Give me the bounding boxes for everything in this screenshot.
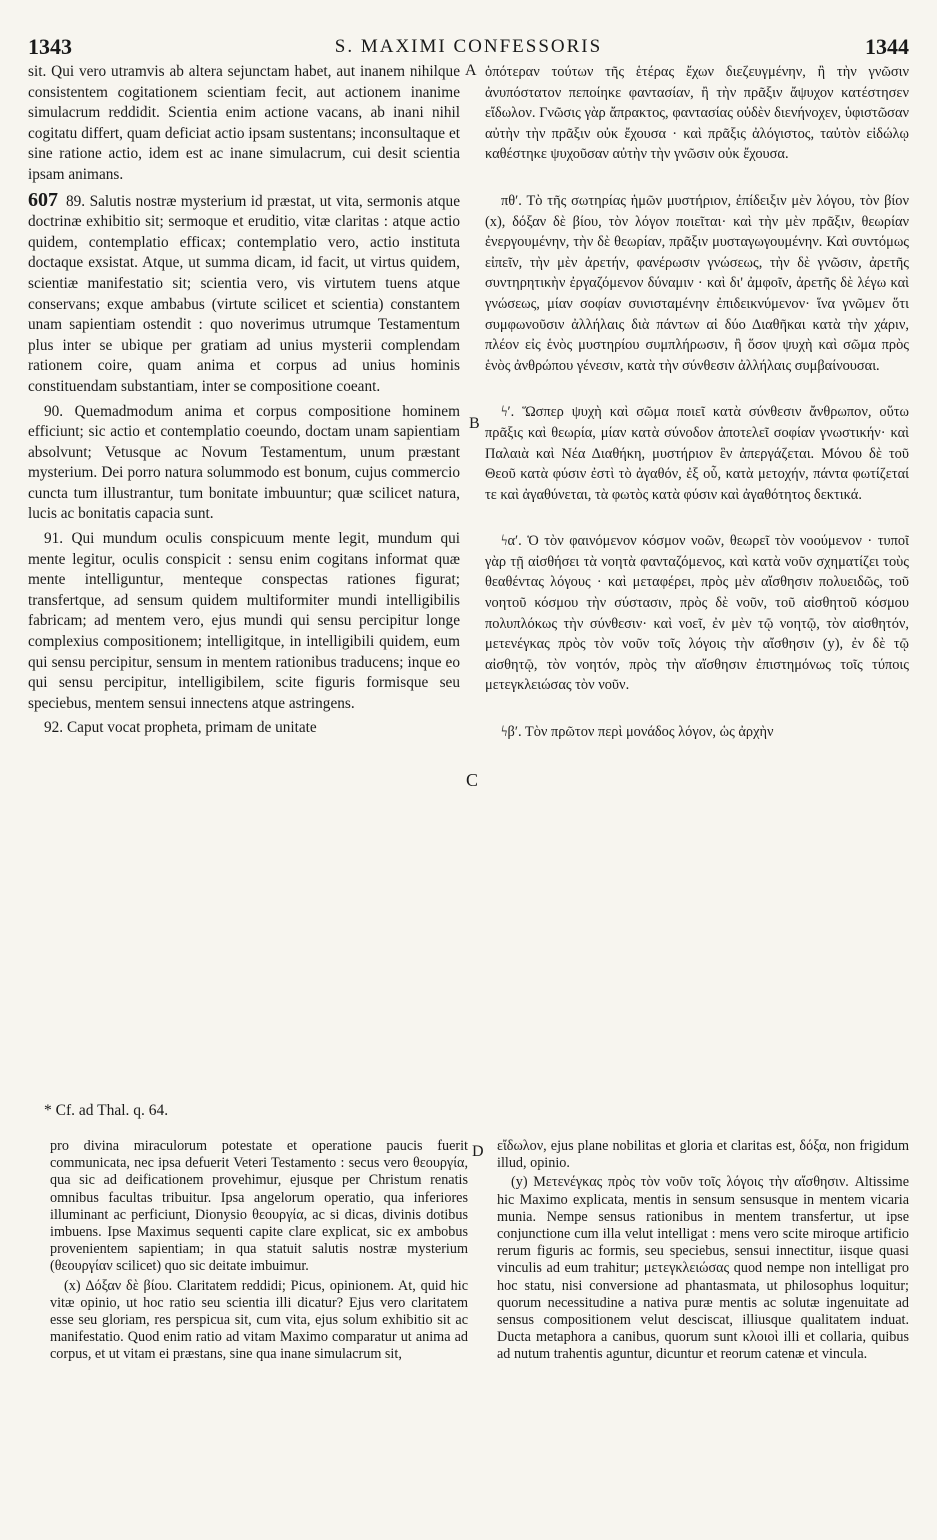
latin-paragraph-89: [28, 190, 460, 398]
page-header: [28, 34, 909, 60]
greek-paragraph-90: ϟʹ. Ὥσπερ ψυχὴ καὶ σῶμα ποιεῖ κατὰ σύνθεσιν ἄνθρωπον, οὕτω πρᾶξις καὶ θεωρία, μίαν κατὰ σύνοδον ἀποτελεῖ σοφίαν γνωστικήν· καὶ Παλαιὰ καὶ Νέα Διαθήκη, μυστήριον ἓν ἀπεργάζεται. Μόνου δὲ τοῦ Θεοῦ κατὰ φύσιν ἐστὶ τὸ ἀγαθόν, ἐξ οὗ, κατὰ μετοχήν, πάντα φωτίζεταί τε καὶ ἀγαθύνεται, τὰ φωτὸς κατὰ φύσιν καὶ ἀγαθότητος δεκτικά.: [485, 404, 909, 503]
running-title: S. MAXIMI CONFESSORIS: [334, 36, 603, 57]
greek-paragraph-92: ϟβʹ. Τὸν πρῶτον περὶ μονάδος λόγον, ὡς ἀρχὴν: [501, 724, 774, 741]
page-number-right: 1344: [865, 34, 909, 59]
margin-mark-b: B: [469, 415, 480, 432]
margin-mark-a: A: [465, 62, 477, 79]
margin-mark-c: C: [466, 770, 479, 790]
notes-left-column: [50, 1138, 468, 1528]
notes-right-column: [497, 1138, 909, 1528]
page-number-left: 1343: [28, 34, 72, 59]
latin-paragraph: sit. Qui vero utramvis ab altera sejunctam habet, aut inanem nihilque consistentem cogitationem scientiam fecit, aut actionem inanime simulacrum reddidit. Scientia enim actione vacans, ab inani nihil cogitatu differt, quam deficiat actio ipsam sustentans; inconsultaque et sine ratione actio, idem est ac inane simulacrum, cui desit scientia ipsam animans.: [28, 63, 460, 183]
footnote: * Cf. ad Thal. q. 64.: [44, 1102, 169, 1119]
greek-paragraph: ὁπότεραν τούτων τῆς ἑτέρας ἔχων διεζευγμένην, ἢ τὴν γνῶσιν ἀνυπόστατον πεποίηκε φαντασίαν, ἢ τὴν πρᾶξιν ἄψυχον κατέστησεν εἴδωλον. Γνῶσις γὰρ ἄπρακτος, φαντασίας οὐδὲν διενήνοχεν, ὑφιστῶσαν αὐτὴν τὴν πρᾶξιν οὐκ ἔχουσα · καὶ πρᾶξις ἀλόγιστος, ταὐτὸν εἰδώλῳ καθέστηκε ψυχοῦσαν αὐτὴν τὴν γνῶσιν οὐκ ἔχουσα.: [485, 64, 909, 163]
latin-column: [28, 62, 460, 1137]
latin-paragraph-89-text: 89. Salutis nostræ mysterium id præstat, ut vita, sermonis atque doctrinæ exhibitio sit; sermoque et eruditio, vitæ claritas : atque actio quidem, contemplatio efficax; contemplatio vero, actio instituta doctaque exsistat. Atque, ut summa dicam, id facit, ut virtus quidem, scientiæ manifestatio sit; scientia vero, vis virtutem tuens atque conservans; exque ambabus (virtute scilicet et scientia) constantem unam sapientiam ostendit : quo noverimus utrumque Testamentum plus inter se ubique per gratiam ad unius mysterii complendam rationem coire, quam anima et corpus ad unius hominis constituendam substantiam, inter se compositione coeant.: [28, 192, 460, 395]
latin-paragraph-92: 92. Caput vocat propheta, primam de unitate: [44, 719, 317, 737]
latin-paragraph-90: 90. Quemadmodum anima et corpus compositione hominem efficiunt; sic actio et contemplatio coeundo, doctam unam sapientiam absolvunt; Vetusque ac Novum Testamentum, unum præstant mysterium. Dei porro natura solummodo est bonum, cujus commercio cuncta tum illustrantur, tum bonitate imbuuntur; quæ scilicet natura, lucis ac bonitatis capacia sunt.: [28, 402, 460, 523]
margin-mark-d: D: [472, 1143, 484, 1160]
greek-paragraph-91: ϟαʹ. Ὁ τὸν φαινόμενον κόσμον νοῶν, θεωρεῖ τὸν νοούμενον · τυποῖ γὰρ τῇ αἰσθήσει τὰ νοητὰ φανταζόμενος, καὶ κατὰ νοῦν σχηματίζει τοὺς θεαθέντας λόγους · καὶ μεταφέρει, πρὸς μὲν αἴσθησιν πολυειδῶς, τοῦ νοητοῦ κόσμου τὴν σύστασιν, πρὸς δὲ νοῦν, τοῦ αἰσθητοῦ κόσμου πολυπλόκως τὴν σύνθεσιν· καὶ νοεῖ, ἐν μὲν τῷ νοητῷ, τὸν αἰσθητόν, μετενέγκας πρὸς τὸν νοῦν τοῖς λόγοις τὴν αἴσθησιν (y), ἐν δὲ τῷ αἰσθητῷ, τὸν νοητόν, πρὸς τὴν αἴσθησιν ἐπιστημόνως τοῖς τύποις μετεγκλειώσας τὸν νοῦν.: [485, 533, 909, 694]
greek-paragraph-89: πθʹ. Τὸ τῆς σωτηρίας ἡμῶν μυστήριον, ἐπίδειξιν μὲν λόγου, τὸν βίον (x), δόξαν δὲ βίου, τὸν λόγον ποιεῖται· καὶ τὴν μὲν πρᾶξιν, θεωρίαν ἐνεργουμένην, τὴν δὲ θεωρίαν, πρᾶξιν μυσταγωγουμένην. Καὶ συντόμως εἰπεῖν, τὴν μὲν ἀρετήν, φανέρωσιν γνώσεως, τὴν δὲ γνῶσιν, ἀρετῆς συντηρητικὴν ἐργαζόμενον δύναμιν · καὶ δι' ἀμφοῖν, ἀρετῆς δὲ λέγω καὶ γνώσεως, μίαν σοφίαν συνισταμένην ἐπιδεικνύμενον· ἵνα γνῶμεν ὅτι συμφωνοῦσιν ἀλλήλαις διὰ πάντων αἱ δύο Διαθῆκαι κατὰ τὴν χάριν, πλέον εἰς ἑνὸς μυστηρίου συμπλήρωσιν, ἢ ὅσον ψυχὴ καὶ σῶμα πρὸς ἑνὸς ἀνθρώπου γένεσιν, κατὰ τὴν σύνθεσιν ἀλλήλαις συμβαίνουσαι.: [485, 192, 909, 374]
note-paragraph: pro divina miraculorum potestate et operatione paucis fuerit communicata, nec ipsa defuerit Veteri Testamento : secus vero θεουργία, qua sic ad deificationem provehimur, ejusque per Christum renatis omnibus facultas tribuitur. Ipsa angelorum operatio, qua inferiores illuminant ac perficiunt, Dionysio θεουργία, ac si dicas, divinis dotibus imbuens. Ipse Maximus sequenti capite clare explicat, sic ex ambobus provenientem sapientiam; in qua statuit salutis nostræ mysterium (θεουργίαν scilicet) quo sic deitate imbuimur.: [50, 1138, 468, 1275]
greek-column: [485, 62, 909, 1137]
latin-paragraph-91: 91. Qui mundum oculis conspicuum mente legit, mundum qui mente legitur, oculis conspicit : sensu enim cogitans informat quæ mente intelliguntur, menteque conspectas rationes figurat; transfertque, ad sensum quidem multiformiter mundi intelligibilis fabricam; ad mentem vero, ejus mundi qui sensu percipitur longe complexius compositionem; intelligitque, in intelligibili quidem, eum qui sensu percipitur, sensum in mentem rationibus traducens; inque eo qui sensu percipitur, intelligibilem, scite figuris formisque seu speciebus, mentem sensui innectens atque astringens.: [28, 530, 460, 712]
note-paragraph: (x) Δόξαν δὲ βίου. Claritatem reddidi; Picus, opinionem. At, quid hic vitæ opinio, ut hoc ratio seu scientia illi dicatur? Ejus vero claritatem esse seu gloriam, res perspicua sit, cum vita, ejus solum exhibitio sit ac manifestatio. Quod enim ratio ad vitam Maximo comparatur ut anima ad corpus, et ut vitam ei præstans, sine qua inane simulacrum sit,: [50, 1277, 468, 1363]
column-number: 607: [28, 188, 58, 211]
note-paragraph: εἴδωλον, ejus plane nobilitas et gloria et claritas est, δόξα, non frigidum illud, opinio.: [497, 1138, 909, 1172]
note-paragraph: (y) Μετενέγκας πρὸς τὸν νοῦν τοῖς λόγοις τὴν αἴσθησιν. Altissime hic Maximo explicata, mentis in sensum sensusque in mentem vicaria munia. Nempe sensus rationibus in mentem transfertur, ut ipse conjunctione cum illa velut intelligat : mens vero scite miroque artificio rerum figuris ac formis, seu speciebus, sensui innectitur, iisque quasi vinculis ad eum trahitur; μετεγκλειώσας quod nempe non intelligat pro hoc statu, nisi conversione ad phantasmata, ut philosophus loquitur; quorum necessitudine a nativa puræ mentis ac solutæ ingenuitate ad sensus compositionem velut desciscat, illiusque qualitatem induat. Ducta metaphora a canibus, quorum sunt κλοιοὶ illi et collaria, quibus ad nutum trahentis aguntur, dicuntur et reorum catenæ et vincula.: [497, 1174, 909, 1363]
